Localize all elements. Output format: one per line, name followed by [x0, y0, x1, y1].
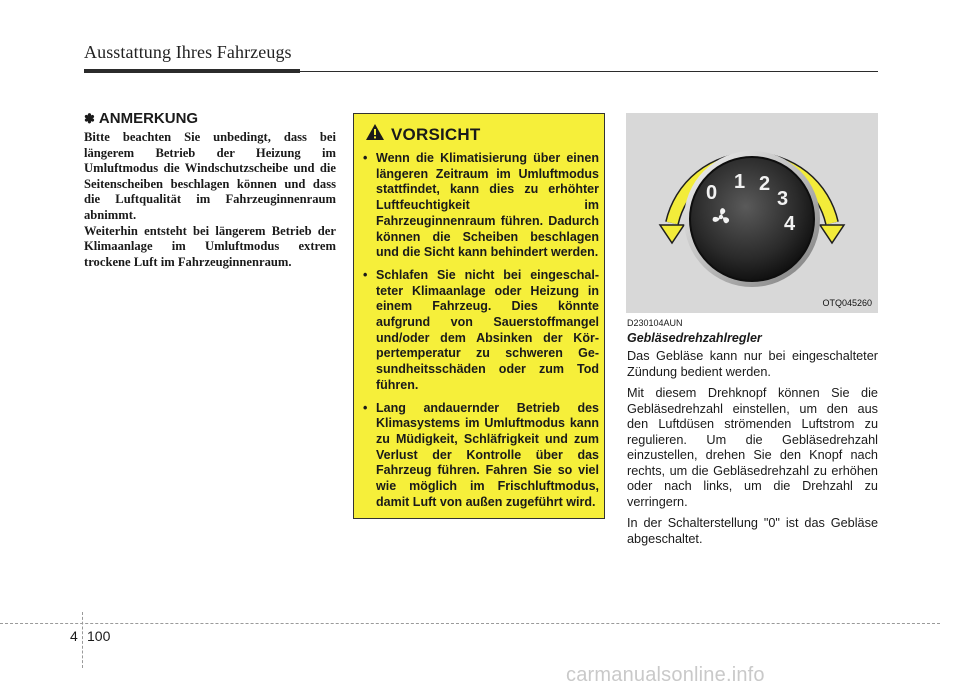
watermark: carmanualsonline.info: [566, 664, 765, 686]
dial-label-0: 0: [706, 182, 718, 204]
fan-speed-knob-figure: [626, 113, 878, 313]
note-paragraph: Weiterhin entsteht bei längerem Betrieb der Klimaanlage im Umluftmodus extrem trockene Luft im Fahrzeuginnenraum.: [84, 223, 336, 269]
bullet-icon: •: [363, 400, 368, 415]
header-rule: [84, 71, 878, 72]
caution-list: [363, 151, 599, 517]
caution-item: • Wenn die Klimatisierung über einen längeren Zeitraum im Umluftmodus stattfindet, kann dies zu erhöhter Luftfeuchtigkeit im Fahrzeuginnenraum führen. Dadurch können die Scheiben beschlagen und die Sicht kann behindert werden.: [363, 151, 599, 260]
page-number: 100: [87, 628, 111, 644]
figure-code: OTQ045260: [822, 298, 872, 308]
note-heading: [84, 110, 336, 127]
dial-label-3: 3: [777, 188, 789, 210]
section-body: [627, 349, 878, 553]
bullet-icon: •: [363, 151, 368, 165]
note-section: [84, 110, 336, 270]
asterisk-icon: ✽: [84, 110, 95, 126]
caution-item: • Schlafen Sie nicht bei eingeschal-teter Klimaanlage oder Heizung in einem Fahrzeug. Dies könnte aufgrund von Sauerstoffmangel und/oder dem Absinken der Kör-pertemperatur zu schweren Ge-sundheitsschäden oder zum Tod führen.: [363, 267, 599, 392]
caution-item: • Lang andauernder Betrieb des Klimasystems im Umluftmodus kann zu Müdigkeit, Schläfrigkeit und zum Verlust der Kontrolle über das Fahrzeug führen. Fahren Sie so viel wie möglich im Frischluftmodus, damit Luft von außen zugeführt wird.: [363, 400, 599, 509]
warning-triangle-icon: [365, 123, 385, 146]
caution-header: [365, 123, 480, 146]
fan-speed-knob-illustration: [626, 113, 878, 313]
footer-rule: [0, 623, 940, 624]
body-paragraph: In der Schalterstellung "0" ist das Gebläse abgeschaltet.: [627, 516, 878, 546]
body-paragraph: Das Gebläse kann nur bei eingeschalteter Zündung bedient werden.: [627, 349, 878, 379]
section-doc-code: D230104AUN: [627, 318, 683, 328]
chapter-number: 4: [70, 628, 78, 644]
caution-title: VORSICHT: [391, 124, 481, 144]
dial-label-1: 1: [734, 171, 746, 193]
footer-divider: [82, 612, 83, 668]
dial-label-2: 2: [759, 173, 771, 195]
body-paragraph: Mit diesem Drehknopf können Sie die Gebläsedrehzahl einstellen, um den aus den Luftdüsen strömenden Luftstrom zu regulieren. Um die Gebläsedrehzahl einzustellen, drehen Sie den Knopf nach rechts, um die Gebläsedrehzahl zu erhöhen oder nach links, um die Drehzahl zu verringern.: [627, 386, 878, 509]
note-paragraph: Bitte beachten Sie unbedingt, dass bei längerem Betrieb der Heizung im Umluftmodus die Windschutzscheibe und die Seitenscheiben beschlagen können und dass die Luftqualität im Fahrzeuginnenraum abnimmt.: [84, 130, 336, 222]
caution-box: [353, 113, 605, 519]
bullet-icon: •: [363, 267, 368, 282]
note-heading-label: ANMERKUNG: [98, 110, 199, 127]
page-header-title: Ausstattung Ihres Fahrzeugs: [84, 42, 292, 62]
dial-label-4: 4: [784, 213, 796, 235]
section-title: Gebläsedrehzahlregler: [627, 331, 762, 345]
